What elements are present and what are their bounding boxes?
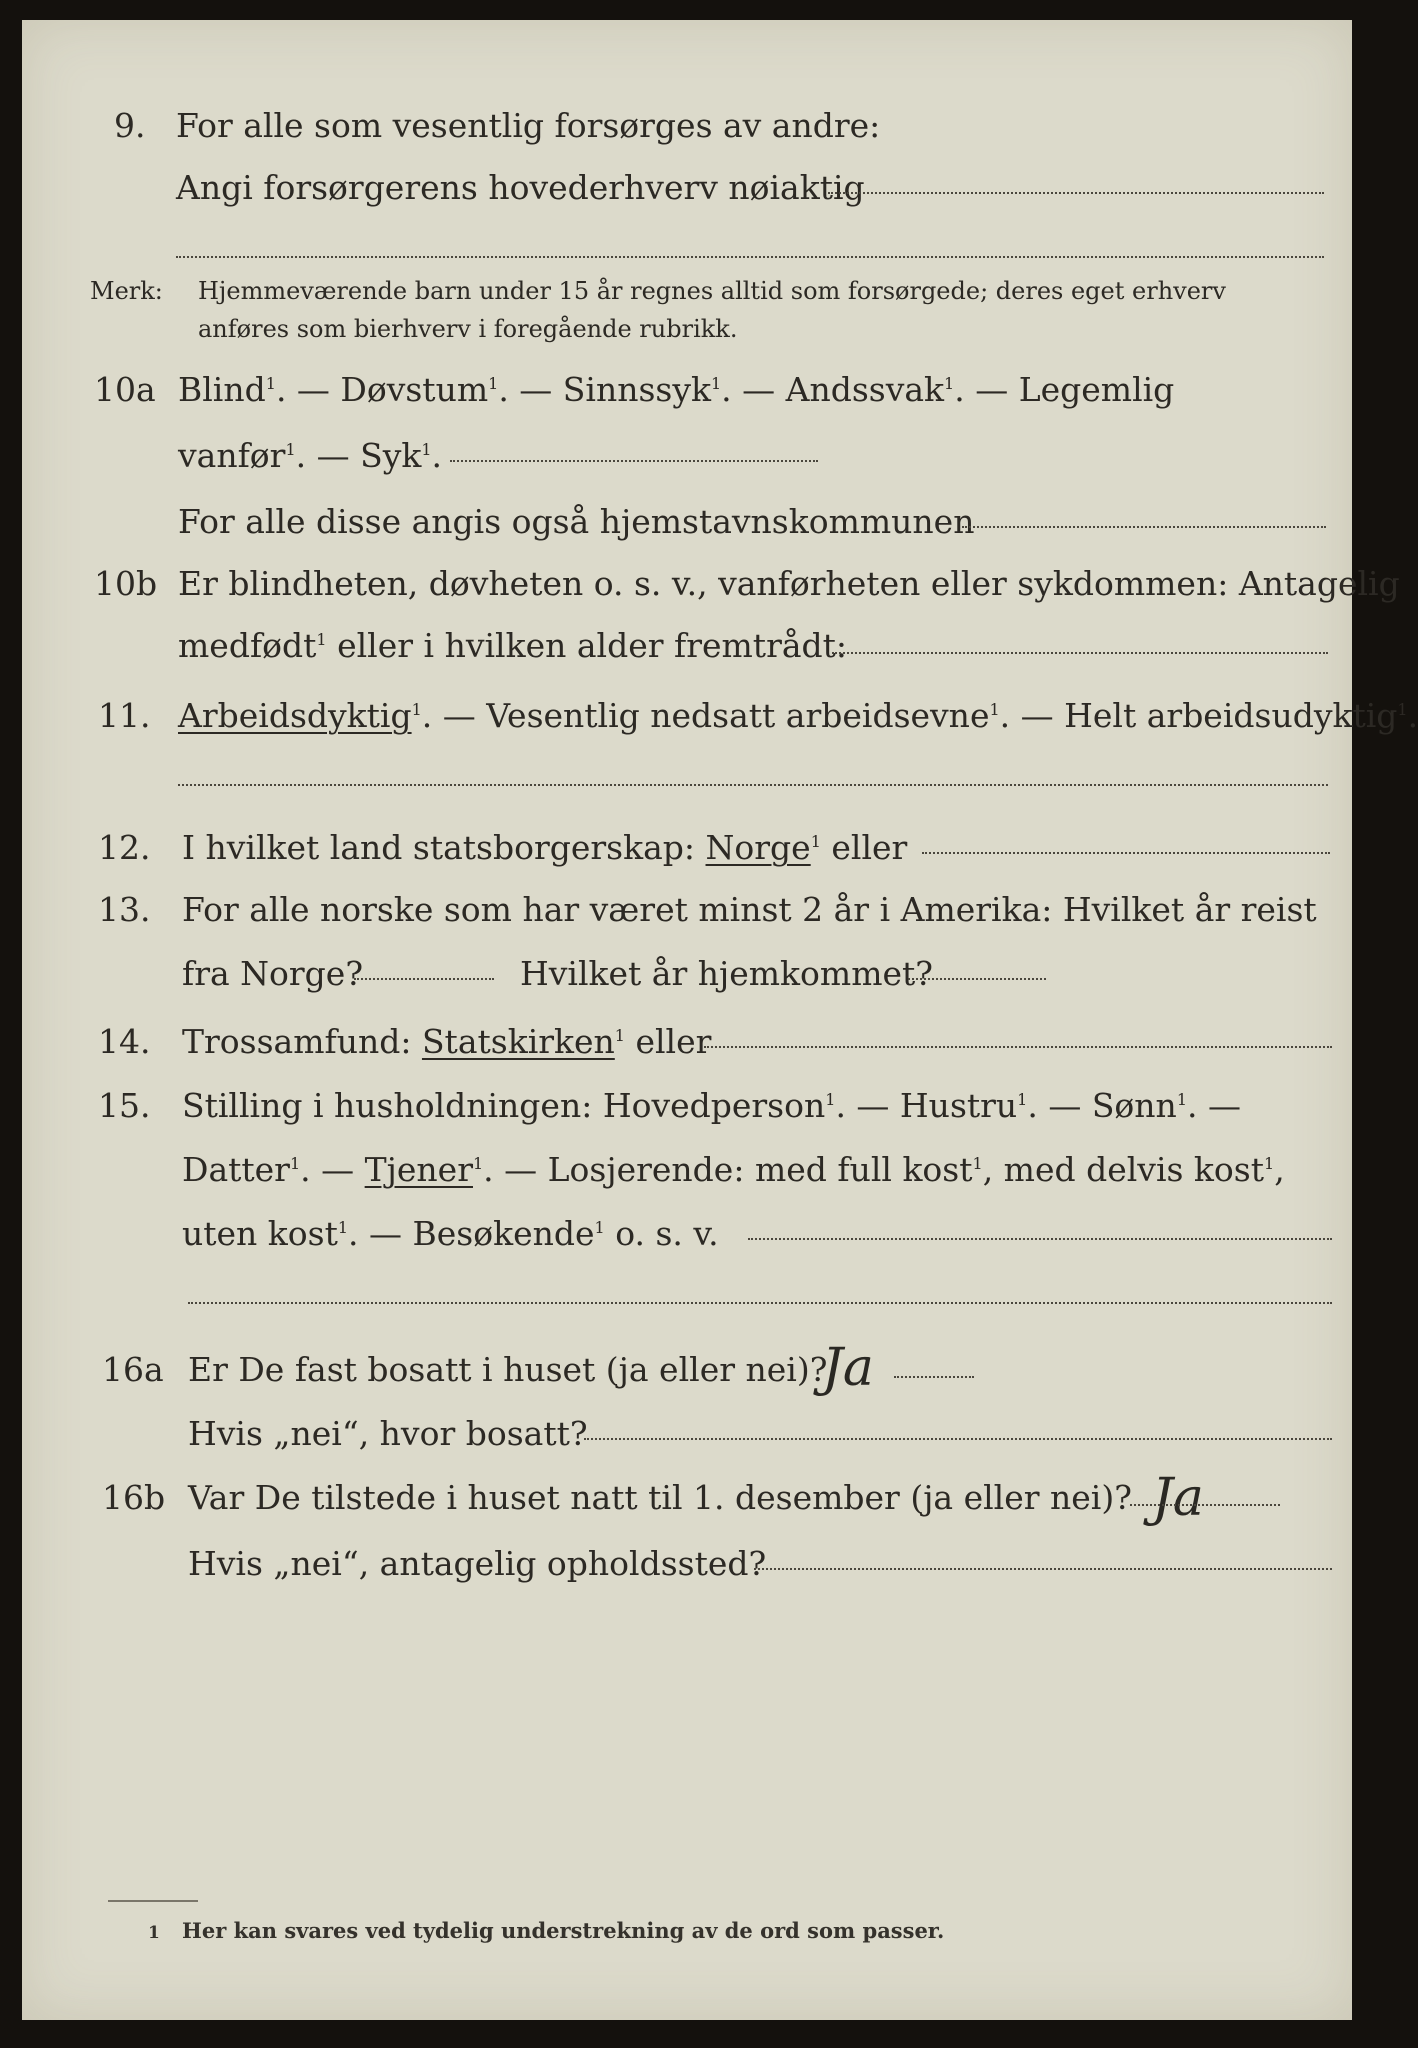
q13-number: 13. bbox=[98, 890, 151, 929]
q14-answer-line[interactable] bbox=[704, 1046, 1332, 1048]
q12-line: I hvilket land statsborgerskap: Norge$^1$ eller bbox=[182, 828, 908, 867]
q10b-line2: medfødt$^1$ eller i hvilken alder fremtrådt: bbox=[178, 626, 848, 665]
q15-line1: Stilling i husholdningen: Hovedperson$^1$. — Hustru$^1$. — Sønn$^1$. — bbox=[182, 1086, 1241, 1125]
q12-number: 12. bbox=[98, 828, 151, 867]
q16a-number: 16a bbox=[102, 1350, 164, 1389]
footnote-rule bbox=[108, 1900, 198, 1902]
q12-answer-line[interactable] bbox=[922, 852, 1330, 854]
q14-answer-underlined: Statskirken bbox=[421, 1022, 615, 1061]
q15-answer-underlined: Tjener bbox=[364, 1150, 473, 1189]
q13-reist-line[interactable] bbox=[354, 978, 494, 980]
q13-line2b: Hvilket år hjemkommet? bbox=[520, 954, 933, 993]
q9-answer-line[interactable] bbox=[828, 192, 1324, 194]
q9-line2: Angi forsørgerens hovederhverv nøiaktig bbox=[176, 168, 865, 207]
q9-number: 9. bbox=[114, 106, 146, 145]
q16b-line2: Hvis „nei“, antagelig opholdssted? bbox=[188, 1544, 767, 1583]
q10a-line1: Blind$^1$. — Døvstum$^1$. — Sinnssyk$^1$. — Andssvak$^1$. — Legemlig bbox=[178, 370, 1175, 409]
q16a-bosatt-line[interactable] bbox=[584, 1438, 1332, 1440]
q10b-line1: Er blindheten, døvheten o. s. v., vanførheten eller sykdommen: Antagelig bbox=[178, 564, 1400, 603]
footnote-marker: 1 bbox=[148, 1923, 160, 1943]
q16a-line2: Hvis „nei“, hvor bosatt? bbox=[188, 1414, 588, 1453]
q16b-handwritten-answer: Ja bbox=[1152, 1468, 1204, 1528]
q13-line1: For alle norske som har været minst 2 år i Amerika: Hvilket år reist bbox=[182, 890, 1317, 929]
q14-number: 14. bbox=[98, 1022, 151, 1061]
q15-number: 15. bbox=[98, 1086, 151, 1125]
q15-answer-line[interactable] bbox=[748, 1238, 1332, 1240]
q10a-line2: vanfør$^1$. — Syk$^1$. bbox=[178, 436, 443, 475]
q16a-handwritten-answer: Ja bbox=[822, 1338, 874, 1398]
q11-answer-line[interactable] bbox=[178, 784, 1328, 786]
q16a-answer-line[interactable] bbox=[894, 1376, 974, 1378]
merk-label: Merk: bbox=[90, 277, 163, 305]
q13-hjemkommet-line[interactable] bbox=[908, 978, 1046, 980]
q16b-answer-line[interactable] bbox=[1130, 1504, 1280, 1506]
q16a-line1: Er De fast bosatt i huset (ja eller nei)? bbox=[188, 1350, 828, 1389]
q14-line: Trossamfund: Statskirken$^1$ eller bbox=[182, 1022, 712, 1061]
q15-answer-line-2[interactable] bbox=[188, 1302, 1332, 1304]
q15-line3: uten kost$^1$. — Besøkende$^1$ o. s. v. bbox=[182, 1214, 719, 1253]
census-form-page bbox=[22, 20, 1418, 2020]
q10a-answer-line[interactable] bbox=[450, 460, 818, 462]
q11-number: 11. bbox=[98, 696, 151, 735]
q13-line2a: fra Norge? bbox=[182, 954, 364, 993]
footnote-text: Her kan svares ved tydelig understrekning av de ord som passer. bbox=[182, 1918, 945, 1943]
q11-line: Arbeidsdyktig$^1$. — Vesentlig nedsatt arbeidsevne$^1$. — Helt arbeidsudyktig$^1$. bbox=[178, 696, 1418, 735]
q16b-opholdssted-line[interactable] bbox=[754, 1568, 1332, 1570]
q15-line2: Datter$^1$. — Tjener$^1$. — Losjerende: med full kost$^1$, med delvis kost$^1$, bbox=[182, 1150, 1285, 1189]
q10b-answer-line[interactable] bbox=[832, 652, 1328, 654]
q11-answer-underlined: Arbeidsdyktig bbox=[178, 696, 412, 735]
q10b-number: 10b bbox=[94, 564, 158, 603]
q16b-line1: Var De tilstede i huset natt til 1. desember (ja eller nei)? bbox=[188, 1478, 1132, 1517]
q16b-number: 16b bbox=[102, 1478, 166, 1517]
q9-answer-line-2[interactable] bbox=[176, 256, 1324, 258]
q9-line1: For alle som vesentlig forsørges av andre: bbox=[176, 106, 881, 145]
q10a-number: 10a bbox=[94, 370, 156, 409]
merk-line2: anføres som bierhverv i foregående rubrikk. bbox=[198, 315, 738, 343]
q12-answer-underlined: Norge bbox=[705, 828, 811, 867]
q10a-hjemstavn-line[interactable] bbox=[962, 526, 1326, 528]
q10a-line3: For alle disse angis også hjemstavnskommunen bbox=[178, 502, 975, 541]
merk-line1: Hjemmeværende barn under 15 år regnes alltid som forsørgede; deres eget erhverv bbox=[198, 277, 1226, 305]
